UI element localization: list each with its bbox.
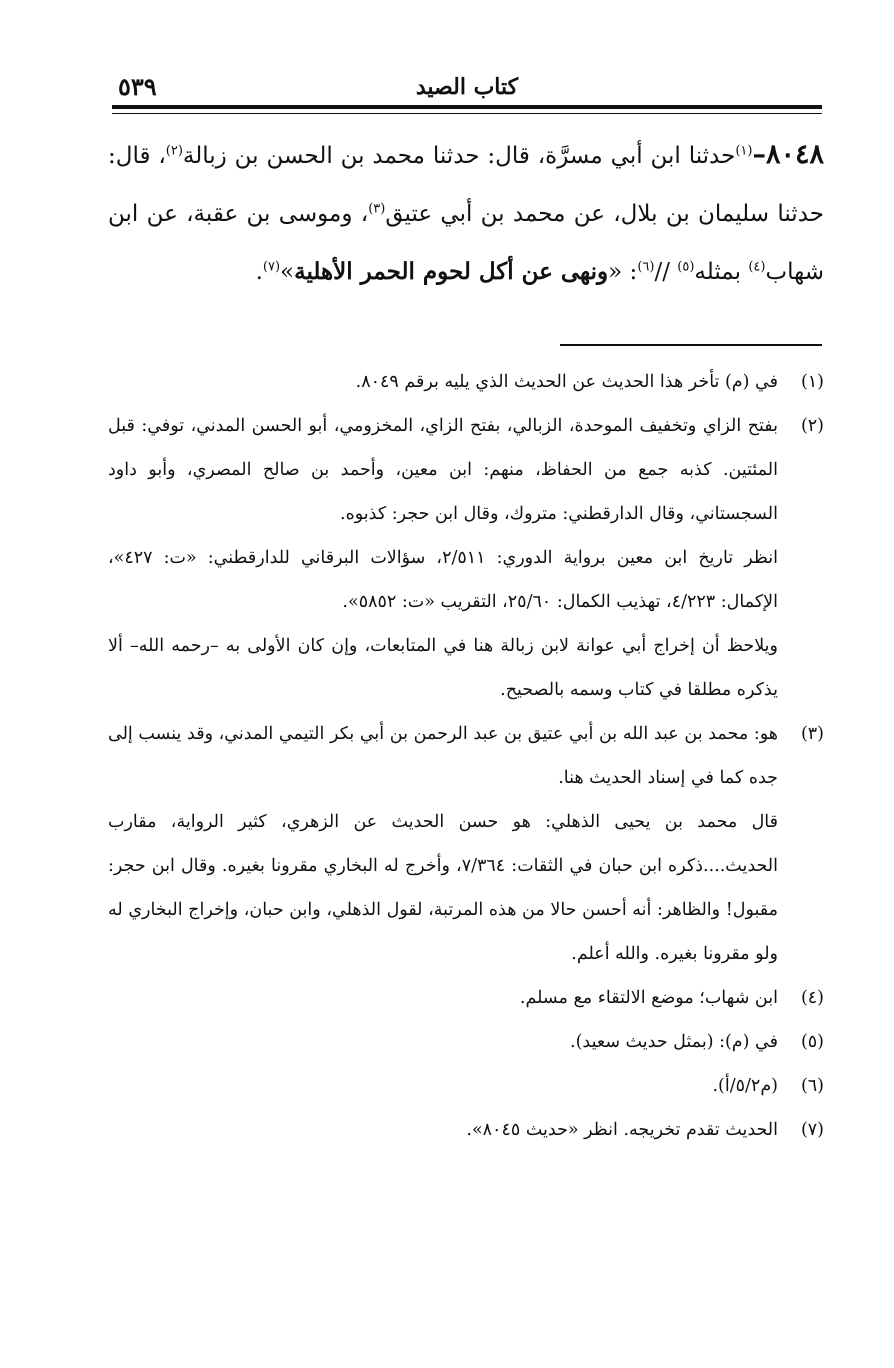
footnote (108, 1108, 824, 1152)
hadith-segment: ، وموسى بن عقبة، عن ابن شهاب (108, 201, 824, 285)
hadith-segment: » (280, 259, 295, 285)
footnote-ref: (٤) (748, 259, 766, 275)
hadith-segment: حدثنا ابن أبي مسرَّة، قال: حدثنا محمد بن الحسن بن زبالة (182, 143, 736, 169)
footnote-ref: (٢) (165, 143, 183, 159)
footnote-number: (٤) (800, 988, 824, 1008)
footnote-text: قال محمد بن يحيى الذهلي: هو حسن الحديث عن الزهري، كثير الرواية، مقارب الحديث....ذكره ابن حبان في الثقات: ٧/٣٦٤، وأخرج له البخاري مقرونا بغيره. وقال ابن حجر: مقبول! والظاهر: أنه أحسن حالا من هذه المرتبة، لقول الذهلي، وابن حبان، وإخراج البخاري له ولو مقرونا بغيره. والله أعلم. (108, 812, 778, 964)
footnote-number: (٢) (800, 416, 824, 436)
footnote-separator (560, 344, 822, 346)
hadith-segment: بمثله (694, 259, 749, 285)
footnote-ref: (٣) (368, 201, 386, 217)
footnote (108, 360, 824, 404)
hadith-text (108, 126, 824, 301)
chapter-title: كتاب الصيد (415, 74, 519, 100)
footnote (108, 976, 824, 1020)
footnote-number: (١) (800, 372, 824, 392)
hadith-matn: ونهى عن أكل لحوم الحمر الأهلية (294, 258, 609, 285)
footnote-text: ابن شهاب؛ موضع الالتقاء مع مسلم. (519, 988, 778, 1008)
footnote-text: في (م): (بمثل حديث سعيد). (570, 1032, 778, 1052)
hadith-segment: // (654, 259, 678, 285)
footnote-number: (٦) (800, 1076, 824, 1096)
footnote-text: بفتح الزاي وتخفيف الموحدة، الزبالي، بفتح الزاي، المخزومي، أبو الحسن المدني، توفي: قبل المئتين. كذبه جمع من الحفاظ، منهم: ابن معين، وأحمد بن صالح المصري، وأبو داود السجستاني، وقال الدارقطني: متروك، وقال ابن حجر: كذبوه. (108, 416, 778, 524)
footnote-text: (م٥/٢/أ). (712, 1076, 778, 1096)
header-rule-thin (112, 113, 822, 114)
footnote (108, 1064, 824, 1108)
footnote-ref: (٦) (637, 259, 655, 275)
footnote (108, 404, 824, 712)
footnote-ref: (٧) (262, 259, 281, 275)
page-header (112, 72, 822, 102)
footnote-text: ويلاحظ أن إخراج أبي عوانة لابن زبالة هنا في المتابعات، وإن كان الأولى به –رحمه الله– ألا يذكره مطلقا في كتاب وسمه بالصحيح. (108, 636, 778, 700)
footnote (108, 1020, 824, 1064)
footnote-text: انظر تاريخ ابن معين برواية الدوري: ٢/٥١١، سؤالات البرقاني للدارقطني: «ت: ٤٢٧»، الإكمال: ٤/٢٢٣، تهذيب الكمال: ٢٥/٦٠، التقريب «ت: ٥٨٥٢». (108, 548, 778, 612)
footnote-text: الحديث تقدم تخريجه. انظر «حديث ٨٠٤٥». (466, 1120, 778, 1140)
hadith-segment: . (255, 259, 263, 285)
footnote-text: هو: محمد بن عبد الله بن أبي عتيق بن عبد الرحمن بن أبي بكر التيمي المدني، وقد ينسب إلى جده كما في إسناد الحديث هنا. (108, 724, 778, 788)
hadith-number: ٨٠٤٨– (752, 139, 824, 170)
header-rule-thick (112, 105, 822, 109)
footnote-ref: (١) (735, 143, 753, 159)
page-number: ٥٣٩ (118, 72, 157, 101)
footnote-number: (٣) (800, 724, 824, 744)
footnote (108, 712, 824, 976)
footnote-text: في (م) تأخر هذا الحديث عن الحديث الذي يليه برقم ٨٠٤٩. (355, 372, 778, 392)
footnote-number: (٧) (800, 1120, 824, 1140)
footnote-number: (٥) (800, 1032, 824, 1052)
footnote-ref: (٥) (677, 259, 695, 275)
hadith-segment: : « (608, 259, 638, 285)
footnotes (108, 360, 824, 1152)
hadith-segment: ، قال: حدثنا سليمان بن بلال، عن محمد بن أبي عتيق (108, 143, 824, 227)
